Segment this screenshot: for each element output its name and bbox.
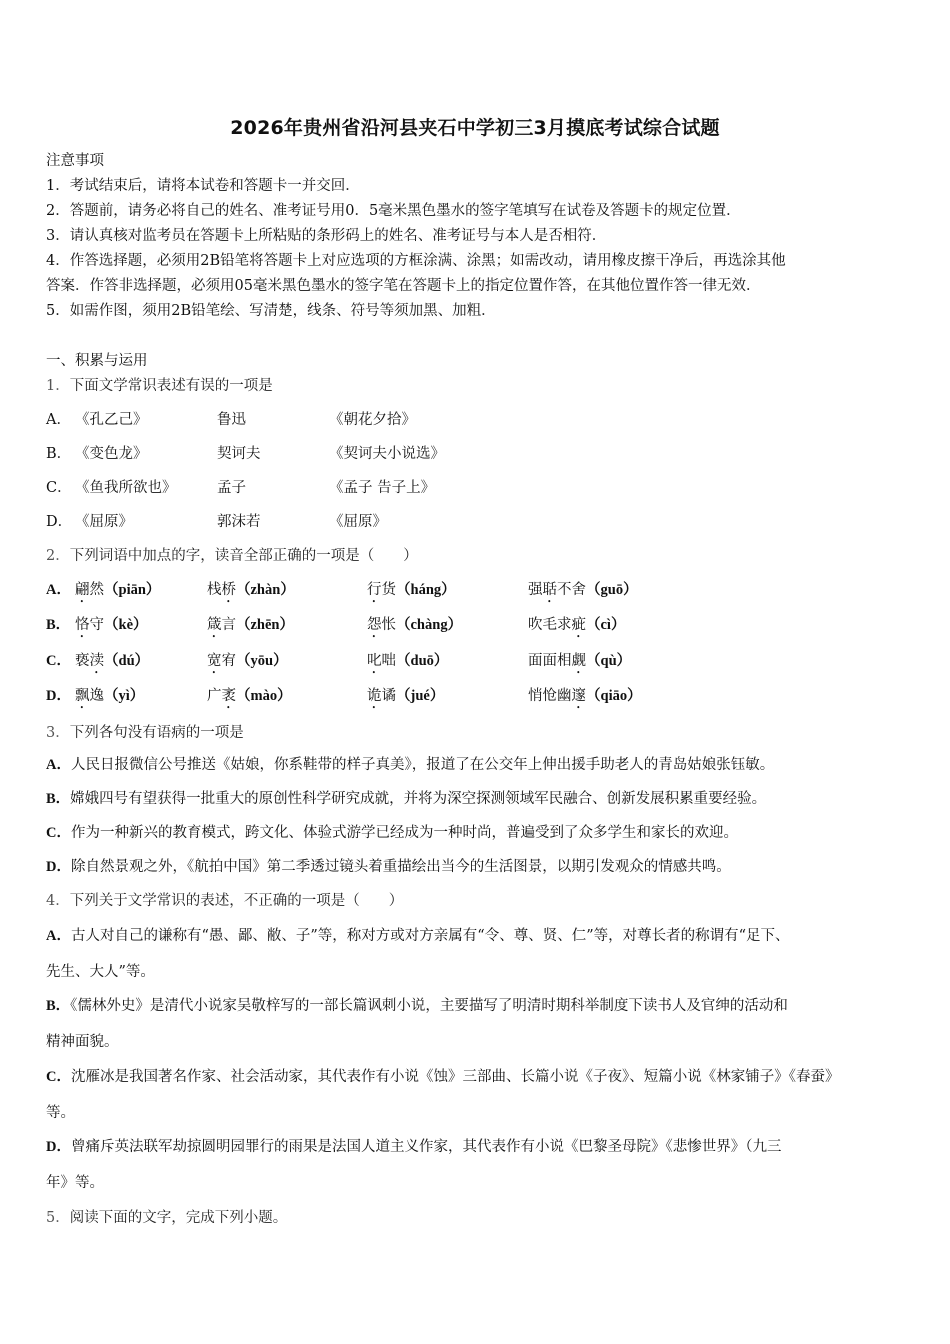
option-work: 《孔乙己》	[75, 412, 148, 428]
dotted-character: 叱	[367, 653, 382, 669]
option-text: 曾痛斥英法联军劫掠圆明园罪行的雨果是法国人道主义作家，其代表作有小说《巴黎圣母院》《悲惨世界》（九三	[70, 1139, 782, 1155]
notice-heading: 注意事项	[46, 153, 104, 169]
notice-item: 5．如需作图，须用2B铅笔绘、写清楚，线条、符号等须加黑、加粗．	[46, 303, 496, 319]
word-suffix: 怅	[381, 617, 396, 633]
word-prefix: 广	[207, 688, 222, 704]
question-3-option-d	[46, 857, 731, 877]
word-with-pinyin	[75, 651, 149, 677]
option-label: B．	[46, 791, 71, 807]
option-label: D．	[46, 1139, 71, 1155]
word-suffix: 不舍	[557, 582, 586, 598]
option-work: 《屈原》	[75, 514, 133, 530]
pinyin: （piān）	[104, 582, 161, 598]
question-3-option-b	[46, 789, 766, 809]
dotted-character: 疵	[571, 617, 586, 633]
word-suffix: 言	[221, 617, 236, 633]
pinyin: （mào）	[236, 688, 292, 704]
question-4-line	[46, 1067, 839, 1087]
option-label: D．	[46, 514, 73, 530]
option-text: 先生、大人”等。	[46, 964, 155, 980]
dotted-character: 箴	[207, 617, 222, 633]
option-label: D．	[46, 859, 71, 875]
option-text: 《儒林外史》是清代小说家吴敬梓写的一部长篇讽刺小说，主要描写了明清时期科举制度下读书人及官绅的活动和	[70, 998, 788, 1014]
word-prefix: 吹毛求	[528, 617, 572, 633]
option-text: 年》等。	[46, 1175, 104, 1191]
pinyin: （duō）	[396, 653, 449, 669]
pinyin: （jué）	[396, 688, 445, 704]
option-label: B．	[46, 617, 71, 633]
dotted-character: 飘	[75, 688, 90, 704]
section-heading: 一、积累与运用	[46, 353, 148, 369]
pinyin: （kè）	[104, 617, 148, 633]
word-with-pinyin	[75, 686, 144, 712]
word-with-pinyin	[367, 615, 462, 641]
question-text: 下面文学常识表述有误的一项是	[69, 378, 273, 394]
question-text: 下列词语中加点的字，读音全部正确的一项是（ ）	[69, 548, 418, 564]
option-label: C．	[46, 825, 71, 841]
question-3-option-a	[46, 755, 774, 775]
word-with-pinyin	[75, 580, 160, 606]
page-title: 2026年贵州省沿河县夹石中学初三3月摸底考试综合试题	[230, 117, 720, 139]
option-source: 《孟子 告子上》	[329, 480, 436, 496]
option-work: 《变色龙》	[75, 446, 148, 462]
dotted-character: 行	[367, 582, 382, 598]
word-with-pinyin	[207, 651, 288, 677]
pinyin: （háng）	[396, 582, 456, 598]
option-text: 作为一种新兴的教育模式，跨文化、体验式游学已经成为一种时尚，普遍受到了众多学生和家长的欢迎。	[70, 825, 738, 841]
question-4-line	[46, 1103, 75, 1123]
notice-item: 2．答题前，请务必将自己的姓名、准考证号用0．5毫米黑色墨水的签字笔填写在试卷及答题卡的规定位置．	[46, 203, 741, 219]
notice-item: 3．请认真核对监考员在答题卡上所粘贴的条形码上的姓名、准考证号与本人是否相符．	[46, 228, 607, 244]
word-suffix: 谲	[381, 688, 396, 704]
word-with-pinyin	[528, 651, 631, 677]
question-2-stem	[46, 546, 418, 566]
option-label: A．	[46, 412, 71, 428]
word-with-pinyin	[528, 686, 642, 712]
word-prefix: 悄怆幽	[528, 688, 572, 704]
option-author: 郭沫若	[217, 514, 261, 530]
dotted-character: 恪	[75, 617, 90, 633]
option-text: 嫦娥四号有望获得一批重大的原创性科学研究成就，并将为深空探测领域军民融合、创新发展积累重要经验。	[70, 791, 767, 807]
option-work: 《鱼我所欲也》	[75, 480, 177, 496]
option-text: 等。	[46, 1105, 75, 1121]
option-author: 孟子	[217, 480, 246, 496]
option-source: 《契诃夫小说选》	[329, 446, 445, 462]
word-with-pinyin	[207, 686, 292, 712]
dotted-character: 翩	[75, 582, 90, 598]
option-label: C．	[46, 1069, 71, 1085]
question-5-stem	[46, 1208, 287, 1228]
word-prefix: 面面相	[528, 653, 572, 669]
dotted-character: 怨	[367, 617, 382, 633]
option-label: A．	[46, 757, 71, 773]
word-suffix: 宥	[221, 653, 236, 669]
word-with-pinyin	[528, 615, 625, 641]
dotted-character: 桥	[221, 582, 236, 598]
question-number: 3．	[46, 725, 70, 741]
word-prefix: 强	[528, 582, 543, 598]
question-1-stem	[46, 376, 273, 396]
word-with-pinyin	[367, 651, 448, 677]
word-with-pinyin	[207, 580, 295, 606]
option-text: 精神面貌。	[46, 1034, 119, 1050]
option-label: C．	[46, 480, 72, 496]
question-4-line	[46, 926, 790, 946]
word-with-pinyin	[367, 580, 456, 606]
pinyin: （zhēn）	[236, 617, 294, 633]
question-text: 阅读下面的文字，完成下列小题。	[69, 1210, 288, 1226]
question-4-line	[46, 1032, 119, 1052]
question-3-stem	[46, 723, 244, 743]
option-label: B．	[46, 998, 71, 1014]
dotted-character: 觑	[571, 653, 586, 669]
word-with-pinyin	[75, 615, 148, 641]
pinyin: （qù）	[586, 653, 632, 669]
word-prefix: 栈	[207, 582, 222, 598]
question-number: 4．	[46, 893, 70, 909]
word-prefix: 亵	[75, 653, 90, 669]
pinyin: （guō）	[586, 582, 638, 598]
notice-item: 1．考试结束后，请将本试卷和答题卡一并交回．	[46, 178, 360, 194]
question-text: 下列关于文学常识的表述，不正确的一项是（ ）	[69, 893, 404, 909]
question-4-line	[46, 962, 155, 982]
word-suffix: 然	[89, 582, 104, 598]
option-label: D．	[46, 688, 71, 704]
pinyin: （yì）	[104, 688, 145, 704]
word-suffix: 守	[89, 617, 104, 633]
question-4-line	[46, 996, 788, 1016]
pinyin: （qiāo）	[586, 688, 642, 704]
notice-item: 答案．作答非选择题，必须用05毫米黑色墨水的签字笔在答题卡上的指定位置作答，在其他位置作答一律无效．	[46, 278, 761, 294]
dotted-character: 诡	[367, 688, 382, 704]
question-number: 1．	[46, 378, 70, 394]
option-label: A．	[46, 928, 71, 944]
pinyin: （chàng）	[396, 617, 463, 633]
dotted-character: 宽	[207, 653, 222, 669]
word-suffix: 咄	[381, 653, 396, 669]
option-text: 沈雁冰是我国著名作家、社会活动家，其代表作有小说《蚀》三部曲、长篇小说《子夜》、短篇小说《林家铺子》《春蚕》	[70, 1069, 840, 1085]
pinyin: （cì）	[586, 617, 626, 633]
question-4-line	[46, 1137, 781, 1157]
word-with-pinyin	[528, 580, 638, 606]
option-author: 鲁迅	[217, 412, 246, 428]
dotted-character: 邃	[571, 688, 586, 704]
option-author: 契诃夫	[217, 446, 261, 462]
pinyin: （yōu）	[236, 653, 288, 669]
option-label: B．	[46, 446, 72, 462]
word-with-pinyin	[207, 615, 294, 641]
question-4-line	[46, 1173, 104, 1193]
word-suffix: 货	[381, 582, 396, 598]
pinyin: （zhàn）	[236, 582, 295, 598]
option-text: 除自然景观之外，《航拍中国》第二季透过镜头着重描绘出当今的生活图景，以期引发观众的情感共鸣。	[70, 859, 731, 875]
question-3-option-c	[46, 823, 738, 843]
option-text: 古人对自己的谦称有“愚、鄙、敝、子”等，称对方或对方亲属有“令、尊、贤、仁”等，对尊长者的称谓有“足下、	[70, 928, 790, 944]
word-with-pinyin	[367, 686, 444, 712]
option-source: 《屈原》	[329, 514, 387, 530]
option-text: 人民日报微信公号推送《姑娘，你系鞋带的样子真美》，报道了在公交年上伸出援手助老人的青岛姑娘张钰敏。	[70, 757, 775, 773]
notice-item: 4．作答选择题，必须用2B铅笔将答题卡上对应选项的方框涂满、涂黑；如需改动，请用橡皮擦干净后，再选涂其他	[46, 253, 786, 269]
dotted-character: 聒	[542, 582, 557, 598]
question-4-stem	[46, 891, 403, 911]
question-number: 5．	[46, 1210, 70, 1226]
pinyin: （dú）	[104, 653, 150, 669]
question-text: 下列各句没有语病的一项是	[69, 725, 244, 741]
dotted-character: 袤	[221, 688, 236, 704]
option-source: 《朝花夕拾》	[329, 412, 416, 428]
word-suffix: 逸	[89, 688, 104, 704]
option-label: C．	[46, 653, 71, 669]
option-label: A．	[46, 582, 71, 598]
question-number: 2．	[46, 548, 70, 564]
dotted-character: 渎	[89, 653, 104, 669]
